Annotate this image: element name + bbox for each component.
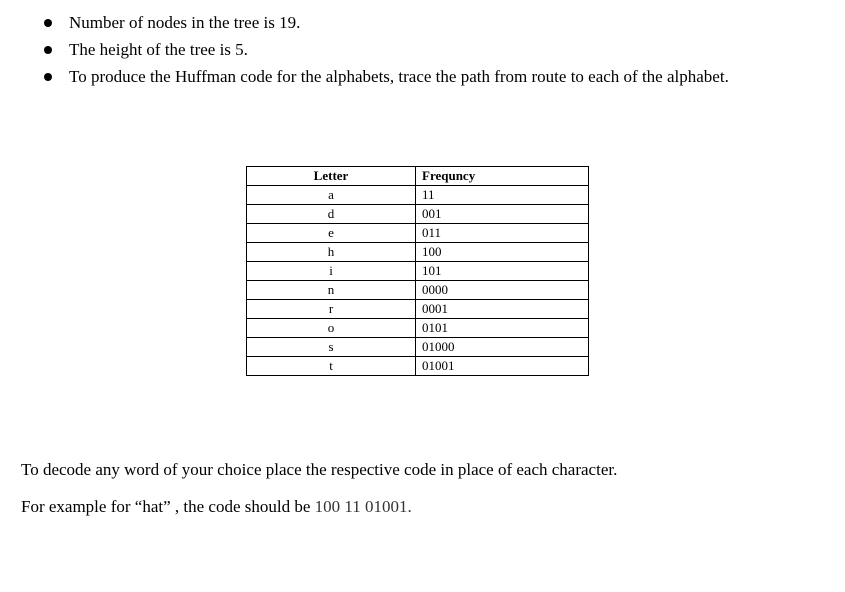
letter-cell: r (247, 300, 416, 319)
code-cell: 01000 (416, 338, 589, 357)
letter-cell: n (247, 281, 416, 300)
bullet-dot-icon (44, 73, 52, 81)
bullet-list (0, 11, 845, 92)
bullet-item (0, 11, 845, 35)
table-row (247, 224, 589, 243)
bullet-dot-icon (44, 46, 52, 54)
table-row (247, 357, 589, 376)
bullet-text-height: The height of the tree is 5. (69, 40, 248, 59)
example-paragraph (21, 496, 412, 518)
table-row (247, 338, 589, 357)
code-cell: 11 (416, 186, 589, 205)
code-cell: 0101 (416, 319, 589, 338)
letter-cell: i (247, 262, 416, 281)
bullet-text-huffman: To produce the Huffman code for the alphabets, trace the path from route to each of the alphabet. (69, 67, 729, 86)
letter-cell: t (247, 357, 416, 376)
bullet-item (0, 65, 845, 89)
code-cell: 101 (416, 262, 589, 281)
code-cell: 011 (416, 224, 589, 243)
code-cell: 01001 (416, 357, 589, 376)
table-row (247, 262, 589, 281)
table-row (247, 319, 589, 338)
letter-cell: h (247, 243, 416, 262)
bullet-text-nodes: Number of nodes in the tree is 19. (69, 13, 301, 32)
example-code: 100 11 01001. (314, 497, 412, 516)
bullet-item (0, 38, 845, 62)
code-cell: 100 (416, 243, 589, 262)
code-cell: 0000 (416, 281, 589, 300)
letter-cell: s (247, 338, 416, 357)
letter-cell: d (247, 205, 416, 224)
code-cell: 0001 (416, 300, 589, 319)
decode-instruction: To decode any word of your choice place the respective code in place of each character. (21, 460, 618, 479)
table-row (247, 243, 589, 262)
table-row (247, 300, 589, 319)
letter-cell: o (247, 319, 416, 338)
bullet-dot-icon (44, 19, 52, 27)
header-frequency: Frequncy (416, 167, 589, 186)
letter-cell: e (247, 224, 416, 243)
table-row (247, 281, 589, 300)
huffman-code-table (246, 166, 589, 376)
code-cell: 001 (416, 205, 589, 224)
table-header-row (247, 167, 589, 186)
header-letter: Letter (247, 167, 416, 186)
letter-cell: a (247, 186, 416, 205)
table-row (247, 186, 589, 205)
example-prefix: For example for “hat” , the code should be (21, 497, 315, 516)
table-row (247, 205, 589, 224)
